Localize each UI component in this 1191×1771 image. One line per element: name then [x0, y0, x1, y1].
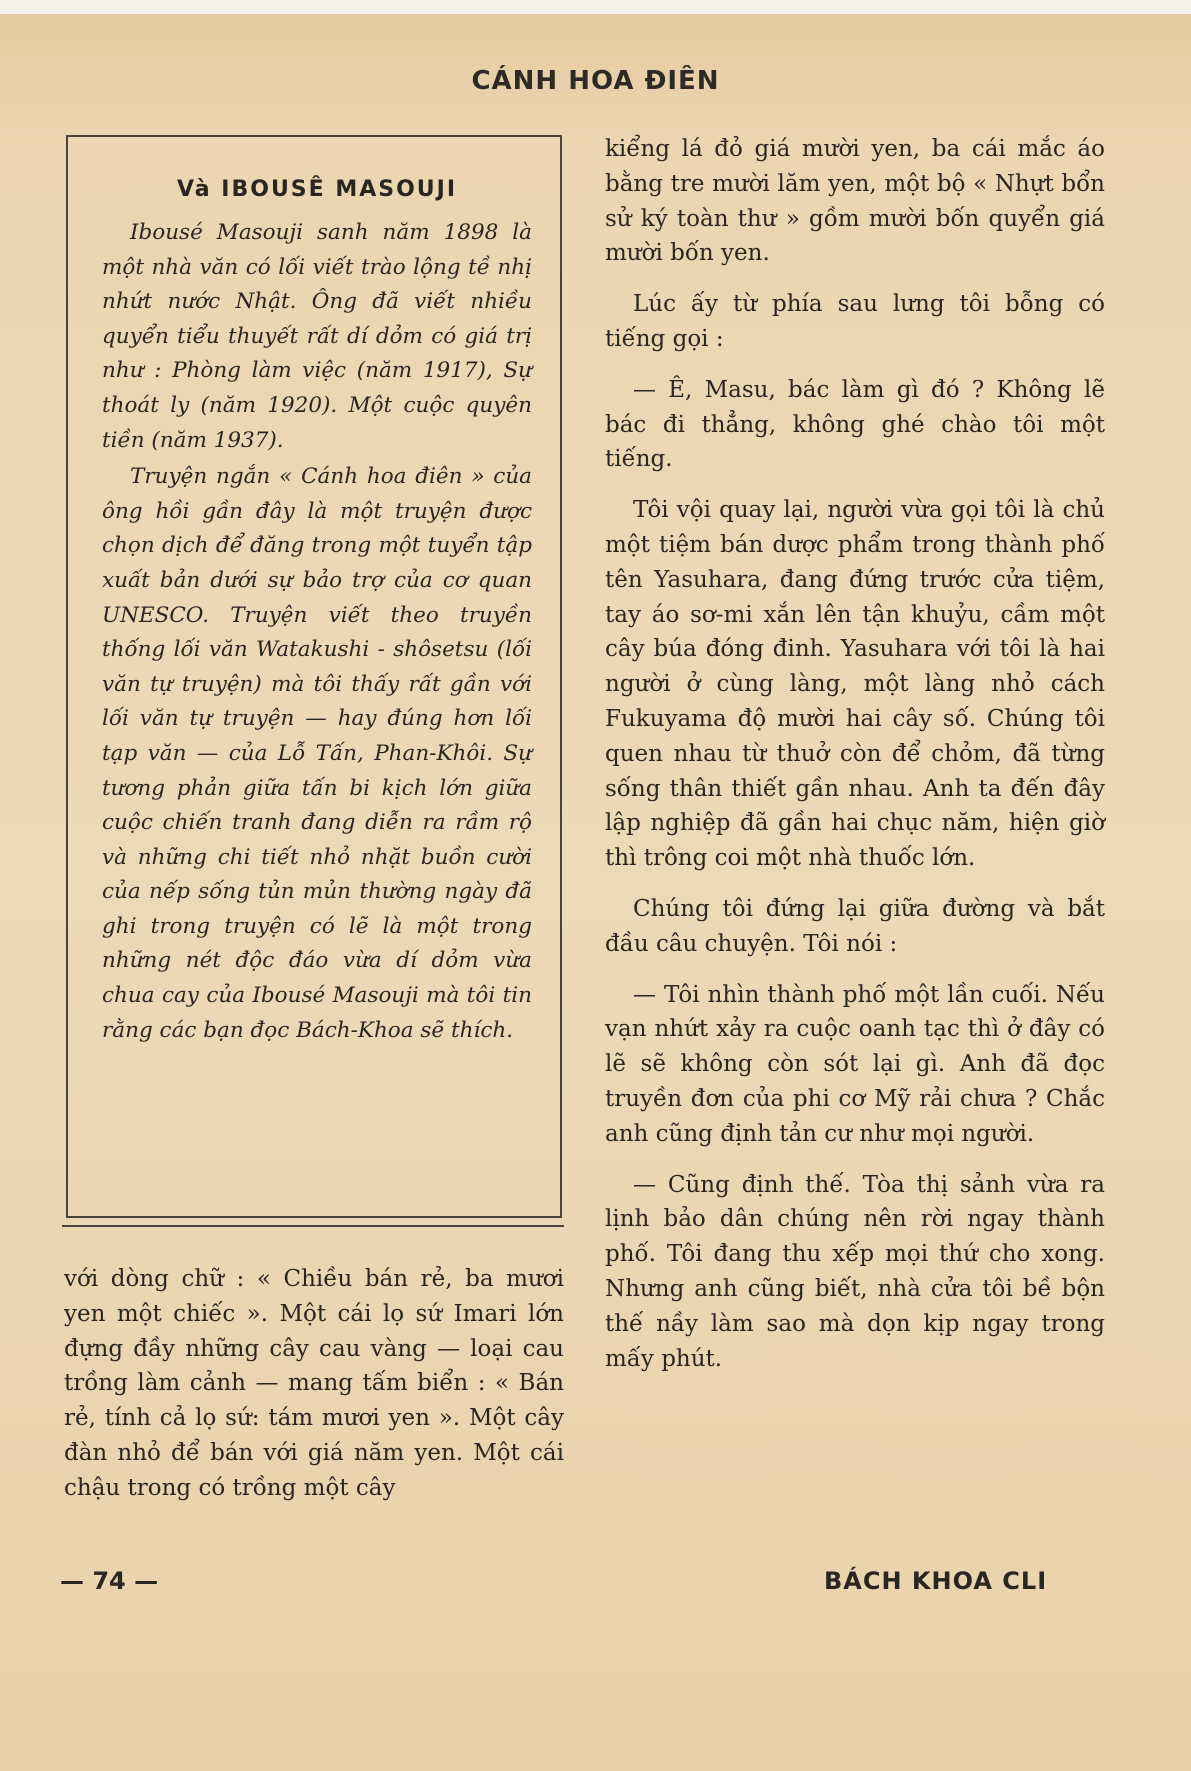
author-note-paragraph: Ibousé Masouji sanh năm 1898 là một nhà văn có lối viết trào lộng tề nhị nhứt nước Nhật. Ông đã viết nhiều quyển tiểu thuyết rất dí dỏm có giá trị như : Phòng làm việc (năm 1917), Sự thoát ly (năm 1920). Một cuộc quyên tiền (năm 1937). — [102, 220, 532, 453]
body-paragraph: Lúc ấy từ phía sau lưng tôi bỗng có tiếng gọi : — [605, 291, 1105, 352]
author-note-box — [66, 135, 562, 1218]
body-paragraph: với dòng chữ : « Chiều bán rẻ, ba mươi yen một chiếc ». Một cái lọ sứ Imari lớn đựng đầy những cây cau vàng — loại cau trồng làm cảnh — mang tấm biển : « Bán rẻ, tính cả lọ sứ: tám mươi yen ». Một cây đàn nhỏ để bán với giá năm yen. Một cái chậu trong có trồng một cây — [64, 1266, 564, 1501]
running-head: CÁNH HOA ĐIÊN — [471, 66, 720, 96]
body-paragraph: — Tôi nhìn thành phố một lần cuối. Nếu vạn nhứt xảy ra cuộc oanh tạc thì ở đây có lẽ sẽ không còn sót lại gì. Anh đã đọc truyền đơn của phi cơ Mỹ rải chưa ? Chắc anh cũng định tản cư như mọi người. — [605, 981, 1105, 1147]
body-paragraph: — Ê, Masu, bác làm gì đó ? Không lẽ bác đi thẳng, không ghé chào tôi một tiếng. — [605, 376, 1105, 473]
box-bottom-rule — [62, 1225, 564, 1227]
body-paragraph: Tôi vội quay lại, người vừa gọi tôi là chủ một tiệm bán dược phẩm trong thành phố tên Yasuhara, đang đứng trước cửa tiệm, tay áo sơ-mi xắn lên tận khuỷu, cầm một cây búa đóng đinh. Yasuhara với tôi là hai người ở cùng làng, một làng nhỏ cách Fukuyama độ mười hai cây số. Chúng tôi quen nhau từ thuở còn để chỏm, đã từng sống thân thiết gần nhau. Anh ta đến đây lập nghiệp đã gần hai chục năm, hiện giờ thì trông coi một nhà thuốc lớn. — [605, 497, 1105, 872]
author-note-title: Và IBOUSÊ MASOUJI — [176, 177, 458, 202]
left-column — [64, 1262, 564, 1522]
body-paragraph: Chúng tôi đứng lại giữa đường và bắt đầu câu chuyện. Tôi nói : — [605, 895, 1105, 957]
right-column — [605, 132, 1105, 1392]
page-number: — 74 — — [60, 1567, 159, 1595]
author-note-content — [102, 177, 532, 1048]
body-paragraph: kiểng lá đỏ giá mười yen, ba cái mắc áo bằng tre mười lăm yen, một bộ « Nhựt bổn sử ký toàn thư » gồm mười bốn quyển giá mười bốn yen. — [605, 136, 1105, 267]
author-note-paragraph: Truyện ngắn « Cánh hoa điên » của ông hồi gần đây là một truyện được chọn dịch để đăng trong một tuyển tập xuất bản dưới sự bảo trợ của cơ quan UNESCO. Truyện viết theo truyền thống lối văn Watakushi - shôsetsu (lối văn tự truyện) mà tôi thấy rất gần với lối văn tự truyện — hay đúng hơn lối tạp văn — của Lỗ Tấn, Phan-Khôi. Sự tương phản giữa tấn bi kịch lớn giữa cuộc chiến tranh đang diễn ra rầm rộ và những chi tiết nhỏ nhặt buồn cười của nếp sống tủn mủn thường ngày đã ghi trong truyện có lẽ là một trong những nét độc đáo vừa dí dỏm vừa chua cay của Ibousé Masouji mà tôi tin rằng các bạn đọc Bách-Khoa sẽ thích. — [102, 464, 532, 1043]
body-paragraph: — Cũng định thế. Tòa thị sảnh vừa ra lịnh bảo dân chúng nên rời ngay thành phố. Tôi đang thu xếp mọi thứ cho xong. Nhưng anh cũng biết, nhà cửa tôi bề bộn thế nầy làm sao mà dọn kịp ngay trong mấy phút. — [605, 1171, 1105, 1372]
journal-footer: BÁCH KHOA CLI — [824, 1567, 1048, 1595]
scan-edge — [0, 0, 1191, 14]
